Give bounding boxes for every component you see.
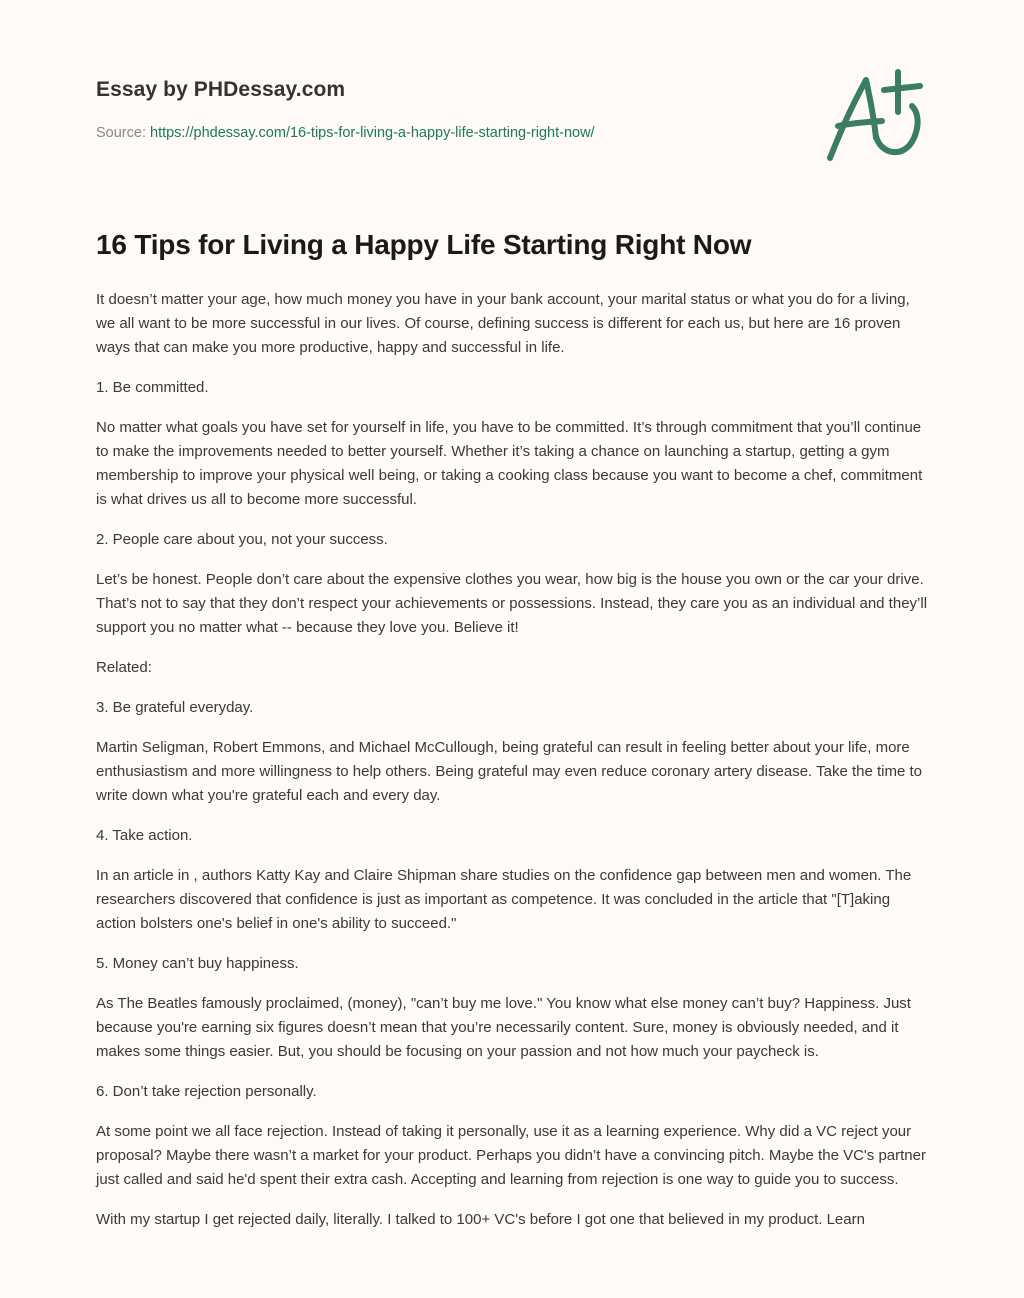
source-line: [96, 124, 796, 142]
site-title: Essay by PHDessay.com: [96, 78, 346, 101]
article-paragraph: Martin Seligman, Robert Emmons, and Michael McCullough, being grateful can result in feeling better about your life, more enthusiastism and more willingness to help others. Being grateful may even reduce coronary artery disease. Take the time to write down what you're grateful each and every day.: [96, 739, 922, 804]
related-label: Related:: [96, 659, 152, 676]
source-label: Source:: [96, 125, 150, 141]
essay-article: [96, 226, 932, 1248]
essay-header: [96, 76, 796, 142]
article-paragraph: It doesn’t matter your age, how much money you have in your bank account, your marital status or what you do for a living, we all want to be more successful in our lives. Of course, defining success is different for each us, but here are 16 proven ways that can make you more productive, happy and successful in life.: [96, 291, 910, 356]
tip-heading-2: 2. People care about you, not your success.: [96, 531, 388, 548]
article-paragraph: Let’s be honest. People don’t care about the expensive clothes you wear, how big is the house you own or the car your drive. That’s not to say that they don’t respect your achievements or possessions. Instead, they care you as an individual and they’ll support you no matter what -- because they love you. Believe it!: [96, 571, 928, 636]
article-paragraph: As The Beatles famously proclaimed, (money), "can’t buy me love." You know what else money can’t buy? Happiness. Just because you're earning six figures doesn’t mean that you’re necessarily content. Sure, money is obviously needed, and it makes some things easier. But, you should be focusing on your passion and not how much your paycheck is.: [96, 995, 911, 1060]
source-link[interactable]: https://phdessay.com/16-tips-for-living-a-happy-life-starting-right-now/: [150, 125, 595, 141]
a-plus-grade-icon: [818, 68, 934, 168]
tip-heading-3: 3. Be grateful everyday.: [96, 699, 254, 716]
article-paragraph: With my startup I get rejected daily, literally. I talked to 100+ VC's before I got one that believed in my product. Learn: [96, 1211, 865, 1228]
tip-heading-5: 5. Money can’t buy happiness.: [96, 955, 299, 972]
tip-heading-4: 4. Take action.: [96, 827, 193, 844]
article-paragraph: In an article in , authors Katty Kay and Claire Shipman share studies on the confidence gap between men and women. The researchers discovered that confidence is just as important as competence. It was concluded in the article that "[T]aking action bolsters one's belief in one's ability to succeed.": [96, 867, 912, 932]
tip-heading-6: 6. Don’t take rejection personally.: [96, 1083, 317, 1100]
tip-heading-1: 1. Be committed.: [96, 379, 209, 396]
article-title: 16 Tips for Living a Happy Life Starting Right Now: [96, 229, 752, 260]
article-paragraph: At some point we all face rejection. Instead of taking it personally, use it as a learning experience. Why did a VC reject your proposal? Maybe there wasn’t a market for your product. Perhaps you didn’t have a convincing pitch. Maybe the VC's partner just called and said he'd spent their extra cash. Accepting and learning from rejection is one way to guide you to success.: [96, 1123, 926, 1188]
article-paragraph: No matter what goals you have set for yourself in life, you have to be committed. It’s through commitment that you’ll continue to make the improvements needed to better yourself. Whether it’s taking a chance on launching a startup, getting a gym membership to improve your physical well being, or taking a cooking class because you want to become a chef, commitment is what drives us all to become more successful.: [96, 419, 923, 508]
